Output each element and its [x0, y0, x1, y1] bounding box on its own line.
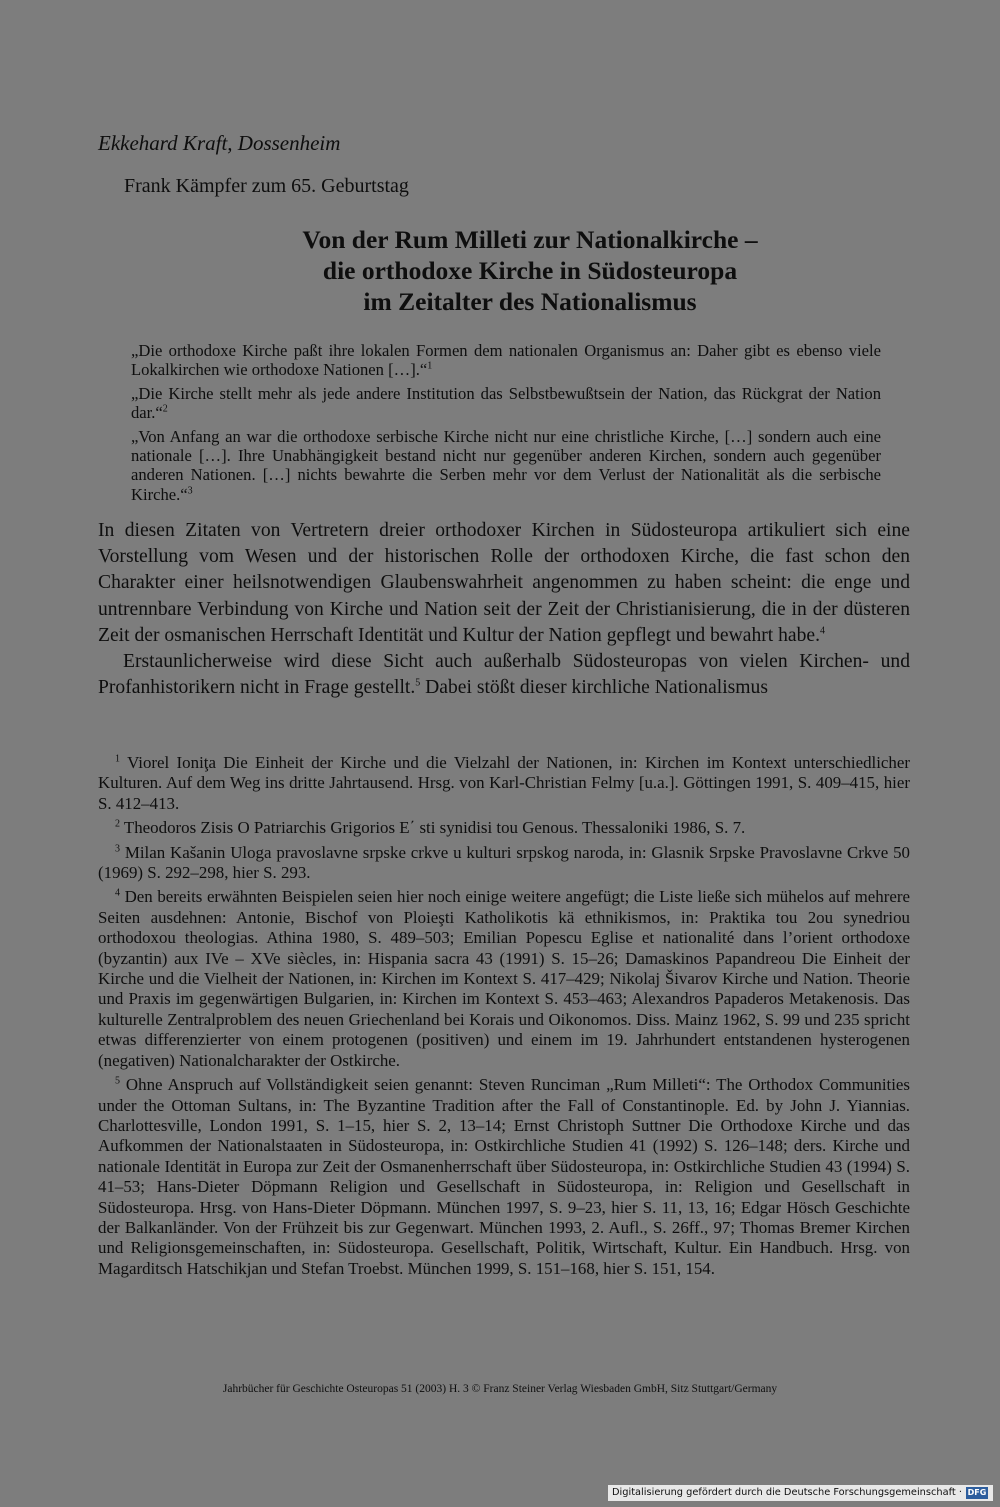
footnote-text: Ohne Anspruch auf Vollständigkeit seien genannt: Steven Runciman „Rum Milleti“: The Orthodox Communities under the Ottoman Sultans, in: The Byzantine Tradition after the Fall of Constantinople. Ed. by John J. Yiannias. Charlottesville, London 1991, S. 1–15, hier S. 2, 13–14; Ernst Christoph Suttner Die Orthodoxe Kirche und das Aufkommen der Nationalstaaten in Südosteuropa, in: Ostkirchliche Studien 41 (1992) S. 126–148; ders. Kirche und nationale Identität in Europa zur Zeit der Osmanenherrschaft über Südosteuropa, in: Ostkirchliche Studien 43 (1994) S. 41–53; Hans-Dieter Döpmann Religion und Gesellschaft in Südosteuropa, in: Religion und Gesellschaft in Südosteuropa. Hrsg. von Hans-Dieter Döpmann. München 1997, S. 9–23, hier S. 11, 13, 16; Edgar Hösch Geschichte der Balkanländer. Von der Frühzeit bis zur Gegenwart. München 1993, 2. Aufl., S. 26ff., 97; Thomas Bremer Kirchen und Religionsgemeinschaften, in: Südosteuropa. Gesellschaft, Politik, Wirtschaft, Kultur. Ein Handbuch. Hrsg. von Magarditsch Hatschikjan und Stefan Troebst. München 1999, S. 151–168, hier S. 151, 154. — [98, 1075, 910, 1278]
footnote-text: Viorel Ioniţa Die Einheit der Kirche und die Vielzahl der Nationen, in: Kirchen im Kontext unterschiedlicher Kulturen. Auf dem Weg ins dritte Jahrtausend. Hrsg. von Karl-Christian Felmy [u.a.]. Göttingen 1991, S. 409–415, hier S. 412–413. — [98, 753, 910, 813]
footnote-number: 5 — [115, 1075, 120, 1087]
epigraph-quote — [131, 341, 881, 380]
author-line: Ekkehard Kraft, Dossenheim — [98, 131, 341, 155]
footnote — [98, 818, 910, 838]
footnote-text: Den bereits erwähnten Beispielen seien hier noch einige weitere angefügt; die Liste ließe sich mühelos auf mehrere Seiten ausdehnen: Antonie, Bischof von Ploieşti Katholikotis kä ethnikismos, in: Praktika tou 2ou synedriou orthodoxou theologias. Athina 1980, S. 489–503; Emilian Popescu Eglise et nationalité dans l’orient orthodoxe (byzantin) aux IVe – XVe siècles, in: Hispania sacra 43 (1991) S. 15–26; Damaskinos Papandreou Die Einheit der Kirche und die Vielheit der Nationen, in: Kirchen im Kontext S. 417–429; Nikolaj Šivarov Kirche und Nation. Theorie und Praxis im gegenwärtigen Bulgarien, in: Kirchen im Kontext S. 453–463; Alexandros Papaderos Metakenosis. Das kulturelle Zentralproblem des neuen Griechenland bei Korais und Oikonomos. Diss. Mainz 1962, S. 99 und 235 spricht etwas differenzierter von einem protogenen (positiven) und einem im 19. Jahrhundert entstandenen hysterogenen (negativen) Nationalcharakter der Ostkirche. — [98, 887, 910, 1070]
quote-text: „Die orthodoxe Kirche paßt ihre lokalen Formen dem nationalen Organismus an: Daher gibt es ebenso viele Lokalkirchen wie orthodoxe Nationen […].“ — [131, 341, 881, 380]
footnotes — [98, 753, 910, 1283]
title-line: im Zeitalter des Nationalismus — [363, 287, 697, 316]
footnote-number: 4 — [115, 887, 120, 899]
dfg-credit: Digitalisierung gefördert durch die Deutsche Forschungsgemeinschaft · — [612, 1487, 962, 1498]
article-title — [230, 224, 830, 317]
epigraph-quote — [131, 427, 881, 505]
footnote-text: Theodoros Zisis O Patriarchis Grigorios E΄ sti synidisi tou Genous. Thessaloniki 1986, S. 7. — [123, 818, 746, 838]
footnote-number: 2 — [115, 818, 120, 830]
footnote — [98, 843, 910, 884]
paragraph-text: Erstaunlicherweise wird diese Sicht auch außerhalb Südosteuropas von vielen Kirchen- und Profanhistorikern nicht in Frage gestellt. — [98, 651, 910, 699]
footnote — [98, 887, 910, 1071]
journal-footer: Jahrbücher für Geschichte Osteuropas 51 (2003) H. 3 © Franz Steiner Verlag Wiesbaden GmbH, Sitz Stuttgart/Germany — [222, 1383, 778, 1395]
title-line: die orthodoxe Kirche in Südosteuropa — [322, 256, 738, 285]
footnote-ref: 3 — [187, 485, 193, 497]
epigraph-quotes — [131, 341, 881, 508]
body-paragraph — [98, 649, 910, 701]
footnote — [98, 1075, 910, 1279]
dfg-logo-icon: DFG — [967, 1488, 987, 1497]
dedication-line: Frank Kämpfer zum 65. Geburtstag — [124, 175, 409, 197]
title-line: Von der Rum Milleti zur Nationalkirche – — [302, 225, 758, 254]
epigraph-quote — [131, 384, 881, 423]
footnote-number: 1 — [115, 753, 120, 765]
footnote-number: 3 — [115, 843, 120, 854]
footnote — [98, 753, 910, 814]
footnote-ref: 1 — [427, 360, 433, 372]
footnote-ref: 4 — [820, 625, 826, 637]
quote-text: „Die Kirche stellt mehr als jede andere Institution das Selbstbewußtsein der Nation, das Rückgrat der Nation dar.“ — [131, 383, 881, 423]
paragraph-text: In diesen Zitaten von Vertretern dreier orthodoxer Kirchen in Südosteuropa artikuliert sich eine Vorstellung vom Wesen und der historischen Rolle der orthodoxen Kirche, die fast schon den Charakter einer heilsnotwendigen Glaubenswahrheit angenommen zu haben scheint: die enge und untrennbare Verbindung von Kirche und Nation seit der Zeit der Christianisierung, die in der düsteren Zeit der osmanischen Herrschaft Identität und Kultur der Nation gepflegt und bewahrt habe. — [98, 520, 910, 646]
quote-text: „Von Anfang an war die orthodoxe serbische Kirche nicht nur eine christliche Kirche, […] sondern auch eine nationale […]. Ihre Unabhängigkeit bestand nicht nur gegenüber anderen Kirchen, sondern auch gegenüber anderen Nationen. […] nichts bewahrte die Serben mehr vor dem Verlust der Nationalität als die serbische Kirche.“ — [131, 426, 881, 504]
body-paragraph — [98, 518, 910, 649]
footnote-text: Milan Kašanin Uloga pravoslavne srpske crkve u kulturi srpskog naroda, in: Glasnik Srpske Pravoslavne Crkve 50 (1969) S. 292–298, hier S. 293. — [98, 842, 910, 883]
paragraph-text: Dabei stößt dieser kirchliche Nationalismus — [420, 677, 768, 699]
footnote-ref: 5 — [415, 677, 421, 689]
footnote-ref: 2 — [162, 403, 168, 415]
body-text — [98, 518, 910, 701]
